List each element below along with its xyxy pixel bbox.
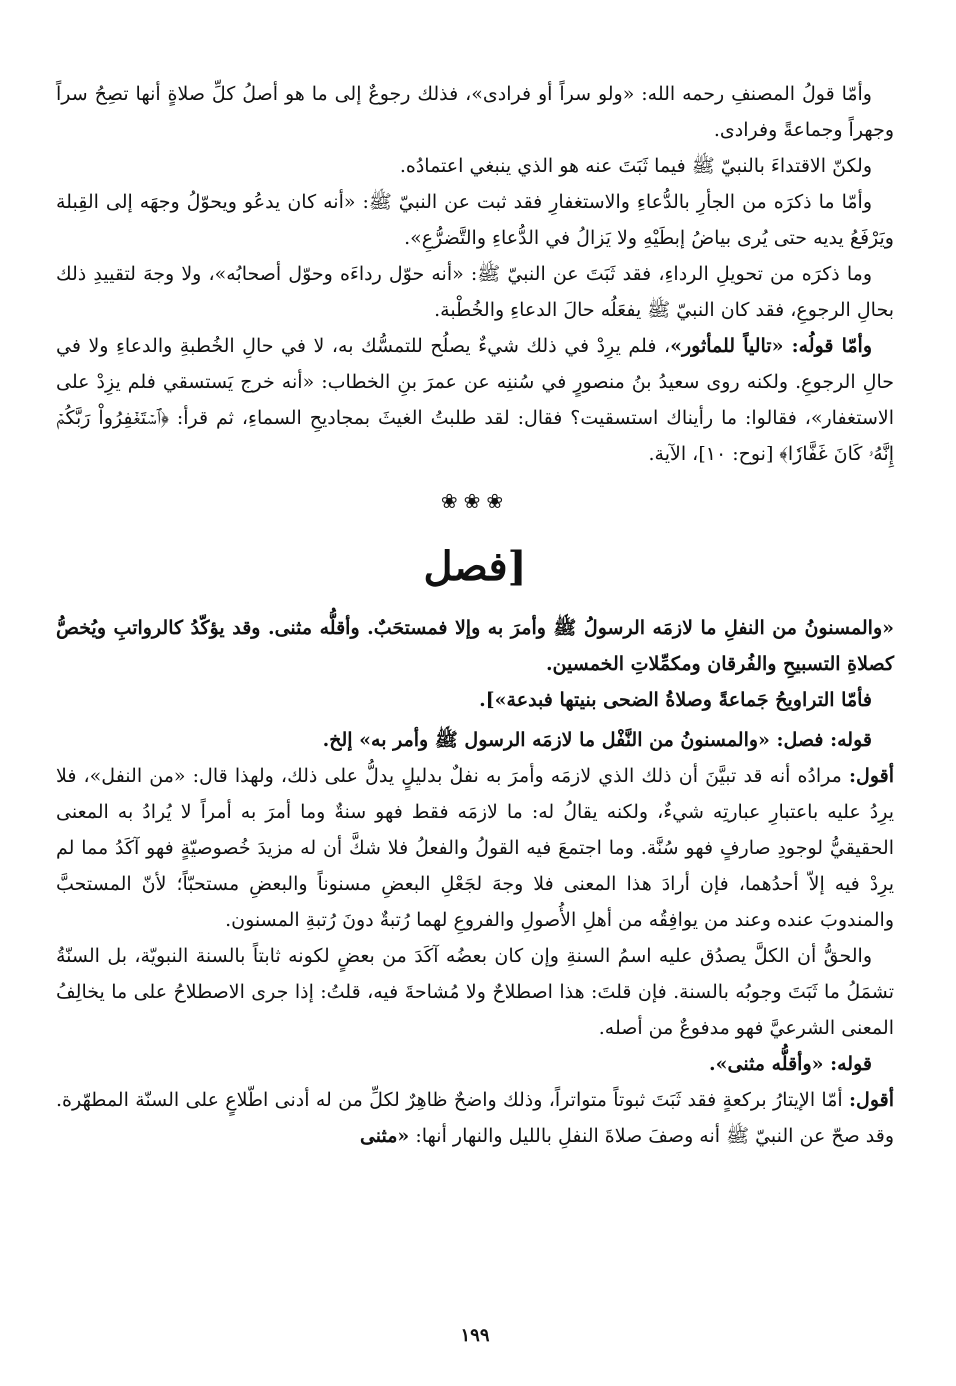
sharh-text [56, 722, 894, 1154]
page-number: ١٩٩ [460, 1325, 490, 1346]
paragraph-text: ، فلم يرِدْ في ذلك شيءٌ يصلُح للتمسُّك به، لا في حالِ الخُطبةِ والدعاءِ ولا في حالِ الرجوعِ. ولكنه روى سعيدُ بنُ منصورٍ في سُننِه عن عمرَ بنِ الخطاب: «أنه خرج يَستسقي فلم يزِدْ على الاستغفار»، فقالوا: ما رأيناك استسقيت؟ فقال: لقد طلبتُ الغيثَ بمجاديحِ السماءِ، ثم قرأ: ﴿ٱسۡتَغۡفِرُواْ رَبَّكُمۡ إِنَّهُۥ كَانَ غَفَّارٗا﴾ [نوح: ١٠]، الآية. [56, 335, 894, 465]
paragraph: والحقُّ أن الكلَّ يصدُق عليه اسمُ السنةِ وإن كان بعضُه آكَدَ من بعضٍ لكونه ثابتاً بالسنة النبويّة، بل السنّةُ تشمَلُ ما ثَبَتَ وجوبُه بالسنة. فإن قلتَ: هذا اصطلاحٌ ولا مُشاحةَ فيه، قلتُ: إذا جرى الاصطلاحُ على ما يخالِفُ المعنى الشرعيَّ فهو مدفوعٌ من أصله. [56, 945, 894, 1039]
fasl-heading-calligraphy [405, 536, 545, 596]
chapter-heading [56, 536, 894, 596]
paragraph [56, 758, 894, 938]
qawl-line: قوله: «وأقلُّه مثنى». [709, 1053, 872, 1075]
paragraph: وما ذكرَه من تحويلِ الرداءِ، فقد ثَبَتَ عن النبيّ ﷺ: «أنه حوّل رداءَه وحوّل أصحابُه»، ولا وجهَ لتقييدِ ذلك بحالِ الرجوعِ، فقد كان النبيّ ﷺ يفعَلُه حالَ الدعاءِ والخُطْبة. [56, 263, 894, 321]
section-istisqa [56, 76, 894, 472]
paragraph-text: أمّا الإيتارُ بركعةٍ فقد ثَبَتَ ثبوتاً متواتراً، وذلك واضحٌ ظاهِرٌ لكلِّ من له أدنى اطّلاعٍ على السنّة المطهّرة. وقد صحّ عن النبيّ ﷺ أنه وصفَ صلاةَ النفلِ بالليل والنهار أنها: [56, 1089, 894, 1147]
paragraph: وأمّا قولُ المصنفِ رحمه الله: «ولو سراً أو فرادى»، فذلك رجوعٌ إلى ما هو أصلُ كلِّ صلاةٍ أنها تصِحُ سراً وجهراً وجماعةً وفرادى. [56, 83, 894, 141]
matn-line: فأمّا التراويحُ جَماعةً وصلاةُ الضحى بنيتها فبدعة»]. [479, 689, 872, 711]
matn-line: «والمسنونُ من النفلِ ما لازمَه الرسولُ ﷺ وأمرَ به وإلا فمستحَبٌ. وأقلُّه مثنى. وقد يؤكّدُ كالرواتبِ ويُخصُّ كصلاةِ التسبيحِ والفُرقان ومكمِّلاتِ الخمسين. [56, 617, 894, 675]
quote-label: وأمّا قولُه: «تالياً للمأثور» [670, 335, 872, 357]
paragraph: ولكنّ الاقتداءَ بالنبيّ ﷺ فيما ثَبَتَ عنه هو الذي ينبغي اعتمادُه. [399, 155, 872, 177]
aqul-label: أقول: [849, 765, 894, 787]
aqul-label: أقول: [849, 1089, 894, 1111]
quote-start: «مثنى [359, 1125, 410, 1147]
page-body [56, 76, 894, 1346]
paragraph [56, 328, 894, 472]
paragraph-text: مرادُه أنه قد تبيَّنَ أن ذلك الذي لازمَه وأمرَ به نفلٌ بدليلٍ يدلُّ على ذلك، ولهذا قال: «من النفل»، فلا يرِدُ عليه باعتبارِ عبارتِه شيءٌ، ولكنه يقالُ له: ما لازمَه فقط فهو سنةٌ وما أمرَ به أمراً لا يُرادُ به المعنى الحقيقيُّ لوجودِ صارفٍ فهو سُنَّة. وما اجتمعَ فيه القولُ والفعلُ فلا شكَّ أن له مزيدَ خُصوصيّةٍ فهو آكَدُ مما لم يرِدْ فيه إلاّ أحدُهما، فإن أرادَ هذا المعنى فلا وجهَ لجَعْلِ البعضِ مسنوناً والبعضِ مستحبّاً؛ لأنّ المستحبَّ والمندوبَ عنده وعند من يوافِقُه من أهلِ الأُصولِ والفروعِ لهما رُتبةٌ دونَ رُتبةِ المسنون. [56, 765, 894, 931]
paragraph: وأمّا ما ذكرَه من الجأرِ بالدُّعاءِ والاستغفارِ فقد ثبت عن النبيّ ﷺ: «أنه كان يدعُو ويحوّلُ وجهَه إلى القِبلة ويَرْفَعُ يديه حتى يُرى بياضُ إبطَيْهِ ولا يَزالُ في الدُّعاءِ والتَّضرُّعِ». [56, 191, 894, 249]
paragraph [56, 1082, 894, 1154]
qawl-line: قوله: فصل: «والمسنونُ من النَّفْل ما لازمَه الرسول ﷺ وأمر به» إلخ. [322, 729, 872, 751]
section-separator: ❀❀❀ [440, 489, 510, 513]
matn-text [56, 610, 894, 718]
heading-title: [فصل [423, 543, 527, 590]
